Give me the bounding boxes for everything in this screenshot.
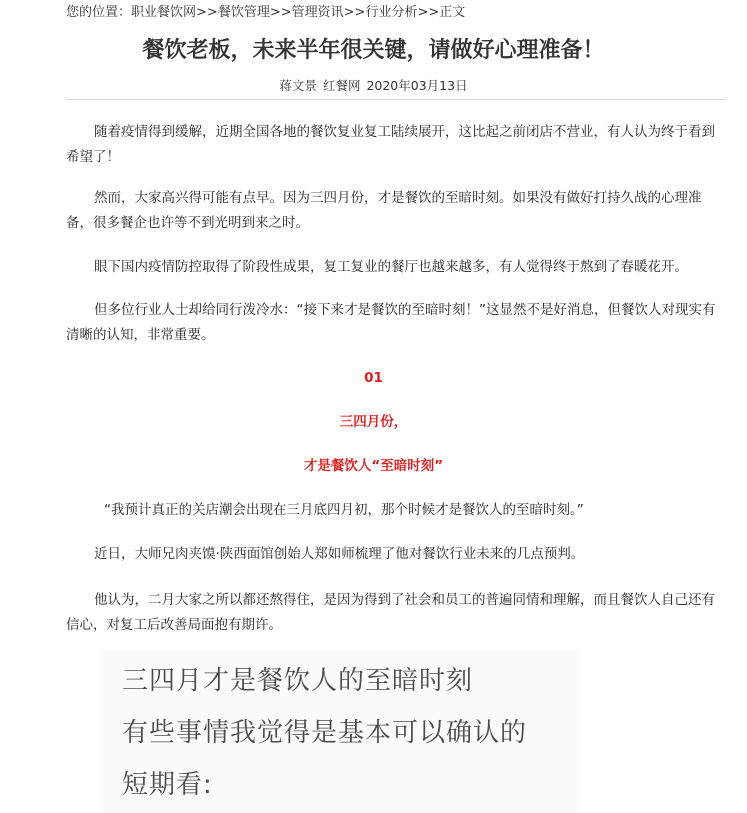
breadcrumb-prefix: 您的位置：: [66, 5, 132, 20]
image-text-line: 短期看:: [122, 770, 213, 800]
section-heading-line-1: 三四月份，: [339, 414, 408, 430]
breadcrumb-link-management[interactable]: 餐饮管理: [217, 5, 270, 20]
breadcrumb-current: 正文: [439, 5, 466, 20]
image-text-line: 三四月才是餐饮人的至暗时刻: [122, 666, 474, 696]
title-divider: [66, 99, 726, 100]
article-author: 蒋文景: [279, 78, 317, 93]
breadcrumb-separator: >>: [196, 5, 218, 20]
article-paragraph: 眼下国内疫情防控取得了阶段性成果，复工复业的餐厅也越来越多，有人觉得终于熬到了春暖花开。: [94, 259, 688, 275]
article-quote: “我预计真正的关店潮会出现在三月底四月初，那个时候才是餐饮人的至暗时刻。”: [104, 502, 584, 518]
article-source: 红餐网: [322, 78, 361, 93]
breadcrumb-separator: >>: [269, 5, 292, 20]
breadcrumb-link-analysis[interactable]: 行业分析: [365, 5, 418, 20]
image-text-line: 有些事情我觉得是基本可以确认的: [122, 718, 528, 748]
article-paragraph: 然而，大家高兴得可能有点早。因为三四月份，才是餐饮的至暗时刻。如果没有做好打持久战的心理准备，很多餐企也许等不到光明到来之时。: [66, 190, 702, 231]
section-number: 01: [364, 370, 383, 386]
article-image: [100, 650, 580, 813]
article-paragraph: 他认为，二月大家之所以都还熬得住，是因为得到了社会和员工的普遍同情和理解，而且餐饮人自己还有信心，对复工后改善局面抱有期许。: [66, 592, 715, 633]
article-paragraph: 近日，大师兄肉夹馍·陕西面馆创始人郑如师梳理了他对餐饮行业未来的几点预判。: [94, 546, 585, 562]
article-title: 餐饮老板，未来半年很关键，请做好心理准备！: [142, 38, 605, 63]
breadcrumb-separator: >>: [343, 5, 366, 20]
breadcrumb-link-home[interactable]: 职业餐饮网: [131, 5, 197, 20]
article-date: 2020年03月13日: [366, 78, 468, 93]
article-paragraph: 但多位行业人士却给同行泼冷水：“接下来才是餐饮的至暗时刻！”这显然不是好消息，但餐饮人对现实有清晰的认知，非常重要。: [66, 302, 716, 343]
breadcrumb-separator: >>: [417, 5, 440, 20]
article-meta: [0, 77, 747, 95]
breadcrumb-link-news[interactable]: 管理资讯: [291, 5, 344, 20]
article-paragraph: 随着疫情得到缓解，近期全国各地的餐饮复业复工陆续展开，这比起之前闭店不营业，有人认为终于看到希望了！: [66, 124, 715, 165]
section-heading-line-2: 才是餐饮人“至暗时刻”: [303, 458, 444, 474]
breadcrumb: [66, 4, 465, 22]
